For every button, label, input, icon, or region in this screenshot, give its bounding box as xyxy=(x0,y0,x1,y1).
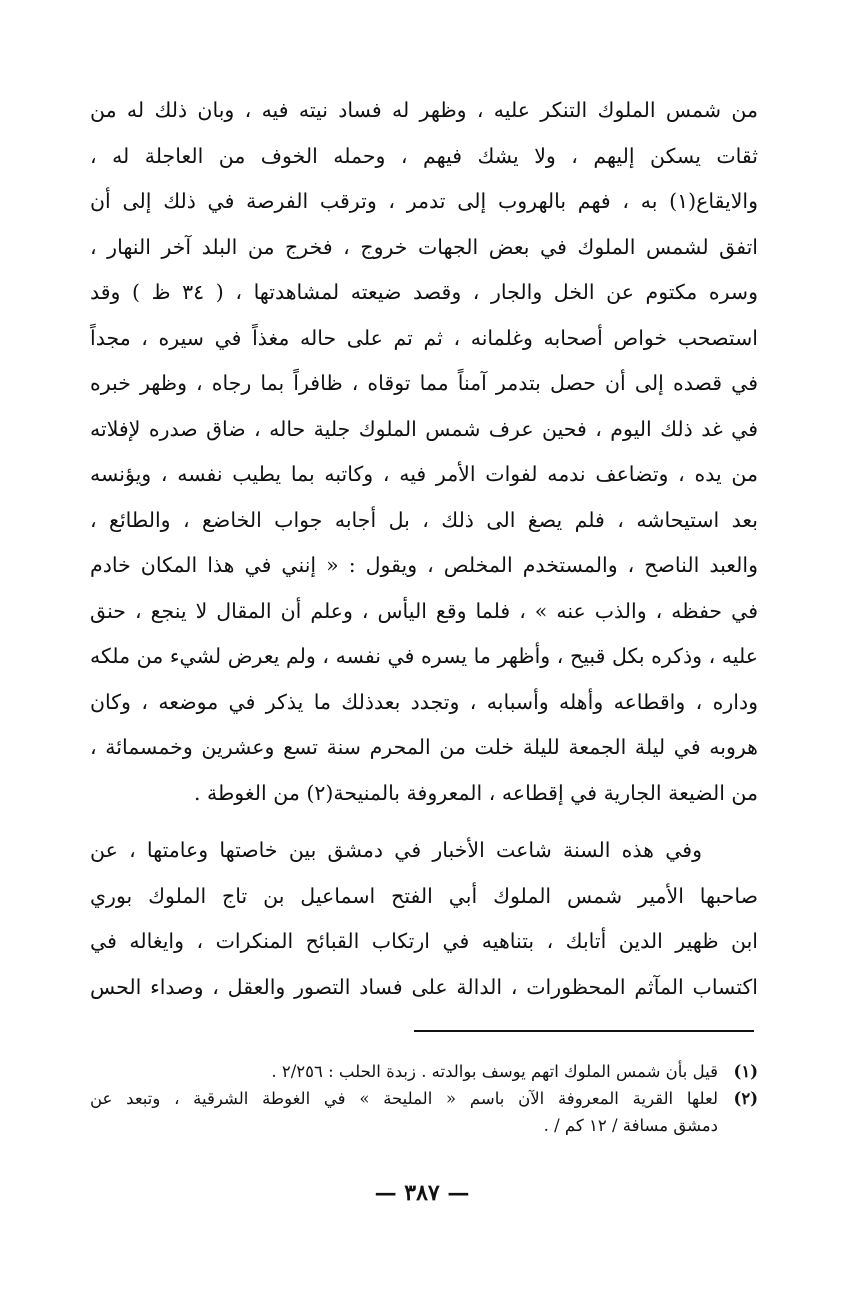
text-line: وداره ، واقطاعه وأهله وأسبابه ، وتجدد بعدذلك ما يذكر في موضعه ، وكان xyxy=(90,689,758,714)
text-line: وسره مكتوم عن الخل والجار ، وقصد ضيعته لمشاهدتها ، ( ٣٤ ظ ) وقد xyxy=(90,280,758,304)
text-line: من الضيعة الجارية في إقطاعه ، المعروفة بالمنيحة(٢) من الغوطة . xyxy=(193,780,758,805)
text-line: استصحب خواص أصحابه وغلمانه ، ثم تم على حاله مغذاً في سيره ، مجداً xyxy=(90,325,758,350)
text-line: من شمس الملوك التنكر عليه ، وظهر له فساد نيته فيه ، وبان ذلك له من xyxy=(90,98,758,122)
footnote-divider xyxy=(414,1030,754,1032)
text-line: من يده ، وتضاعف ندمه لفوات الأمر فيه ، وكاتبه بما يطيب نفسه ، ويؤنسه xyxy=(90,462,758,486)
footnote-text-continued: دمشق مسافة / ١٢ كم / . xyxy=(543,1116,718,1135)
text-line: وفي هذه السنة شاعت الأخبار في دمشق بين خاصتها وعامتها ، عن xyxy=(90,838,702,862)
footnote-text: لعلها القرية المعروفة الآن باسم « المليحة » في الغوطة الشرقية ، وتبعد عن xyxy=(90,1089,718,1108)
footnote-2 xyxy=(90,1085,758,1112)
text-line: ابن ظهير الدين أتابك ، بتناهيه في ارتكاب القبائح المنكرات ، وايغاله في xyxy=(90,929,758,953)
text-line: صاحبها الأمير شمس الملوك أبي الفتح اسماعيل بن تاج الملوك بوري xyxy=(90,883,758,908)
text-line: في غد ذلك اليوم ، فحين عرف شمس الملوك جلية حاله ، ضاق صدره لإفلاته xyxy=(90,416,758,441)
text-line: في قصده إلى أن حصل بتدمر آمناً مما توقاه ، ظافراً بما رجاه ، وظهر خبره xyxy=(90,371,758,395)
text-line: عليه ، وذكره بكل قبيح ، وأظهر ما يسره في نفسه ، ولم يعرض لشيء من ملكه xyxy=(90,644,758,668)
text-line: في حفظه ، والذب عنه » ، فلما وقع اليأس ، وعلم أن المقال لا ينجع ، حنق xyxy=(90,598,758,623)
text-line: اتفق لشمس الملوك في بعض الجهات خروج ، فخرج من البلد آخر النهار ، xyxy=(90,234,758,259)
footnote-1 xyxy=(90,1058,758,1085)
text-line: ثقات يسكن إليهم ، ولا يشك فيهم ، وحمله الخوف من العاجلة له ، xyxy=(90,143,758,168)
text-line: والعبد الناصح ، والمستخدم المخلص ، ويقول : « إنني في هذا المكان خادم xyxy=(90,553,758,577)
paragraph-2 xyxy=(90,828,758,1010)
text-line: هروبه في ليلة الجمعة لليلة خلت من المحرم سنة تسع وعشرين وخمسمائة ، xyxy=(90,735,758,759)
text-line: بعد استيحاشه ، فلم يصغ الى ذلك ، بل أجابه جواب الخاضع ، والطائع ، xyxy=(90,507,758,532)
footnote-number: (٢) xyxy=(733,1089,758,1108)
footnote-text: قيل بأن شمس الملوك اتهم يوسف بوالدته . زبدة الحلب : ٢/٢٥٦ . xyxy=(271,1062,718,1081)
paragraph-1 xyxy=(90,88,758,816)
text-line: اكتساب المآثم المحظورات ، الدالة على فساد التصور والعقل ، وصداء الحس xyxy=(90,974,758,999)
page-number: — ٣٨٧ — xyxy=(374,1180,470,1206)
footnote-number: (١) xyxy=(733,1062,758,1081)
text-line: والايقاع(١) به ، فهم بالهروب إلى تدمر ، وترقب الفرصة في ذلك إلى أن xyxy=(90,189,758,213)
footnotes xyxy=(90,1058,758,1139)
